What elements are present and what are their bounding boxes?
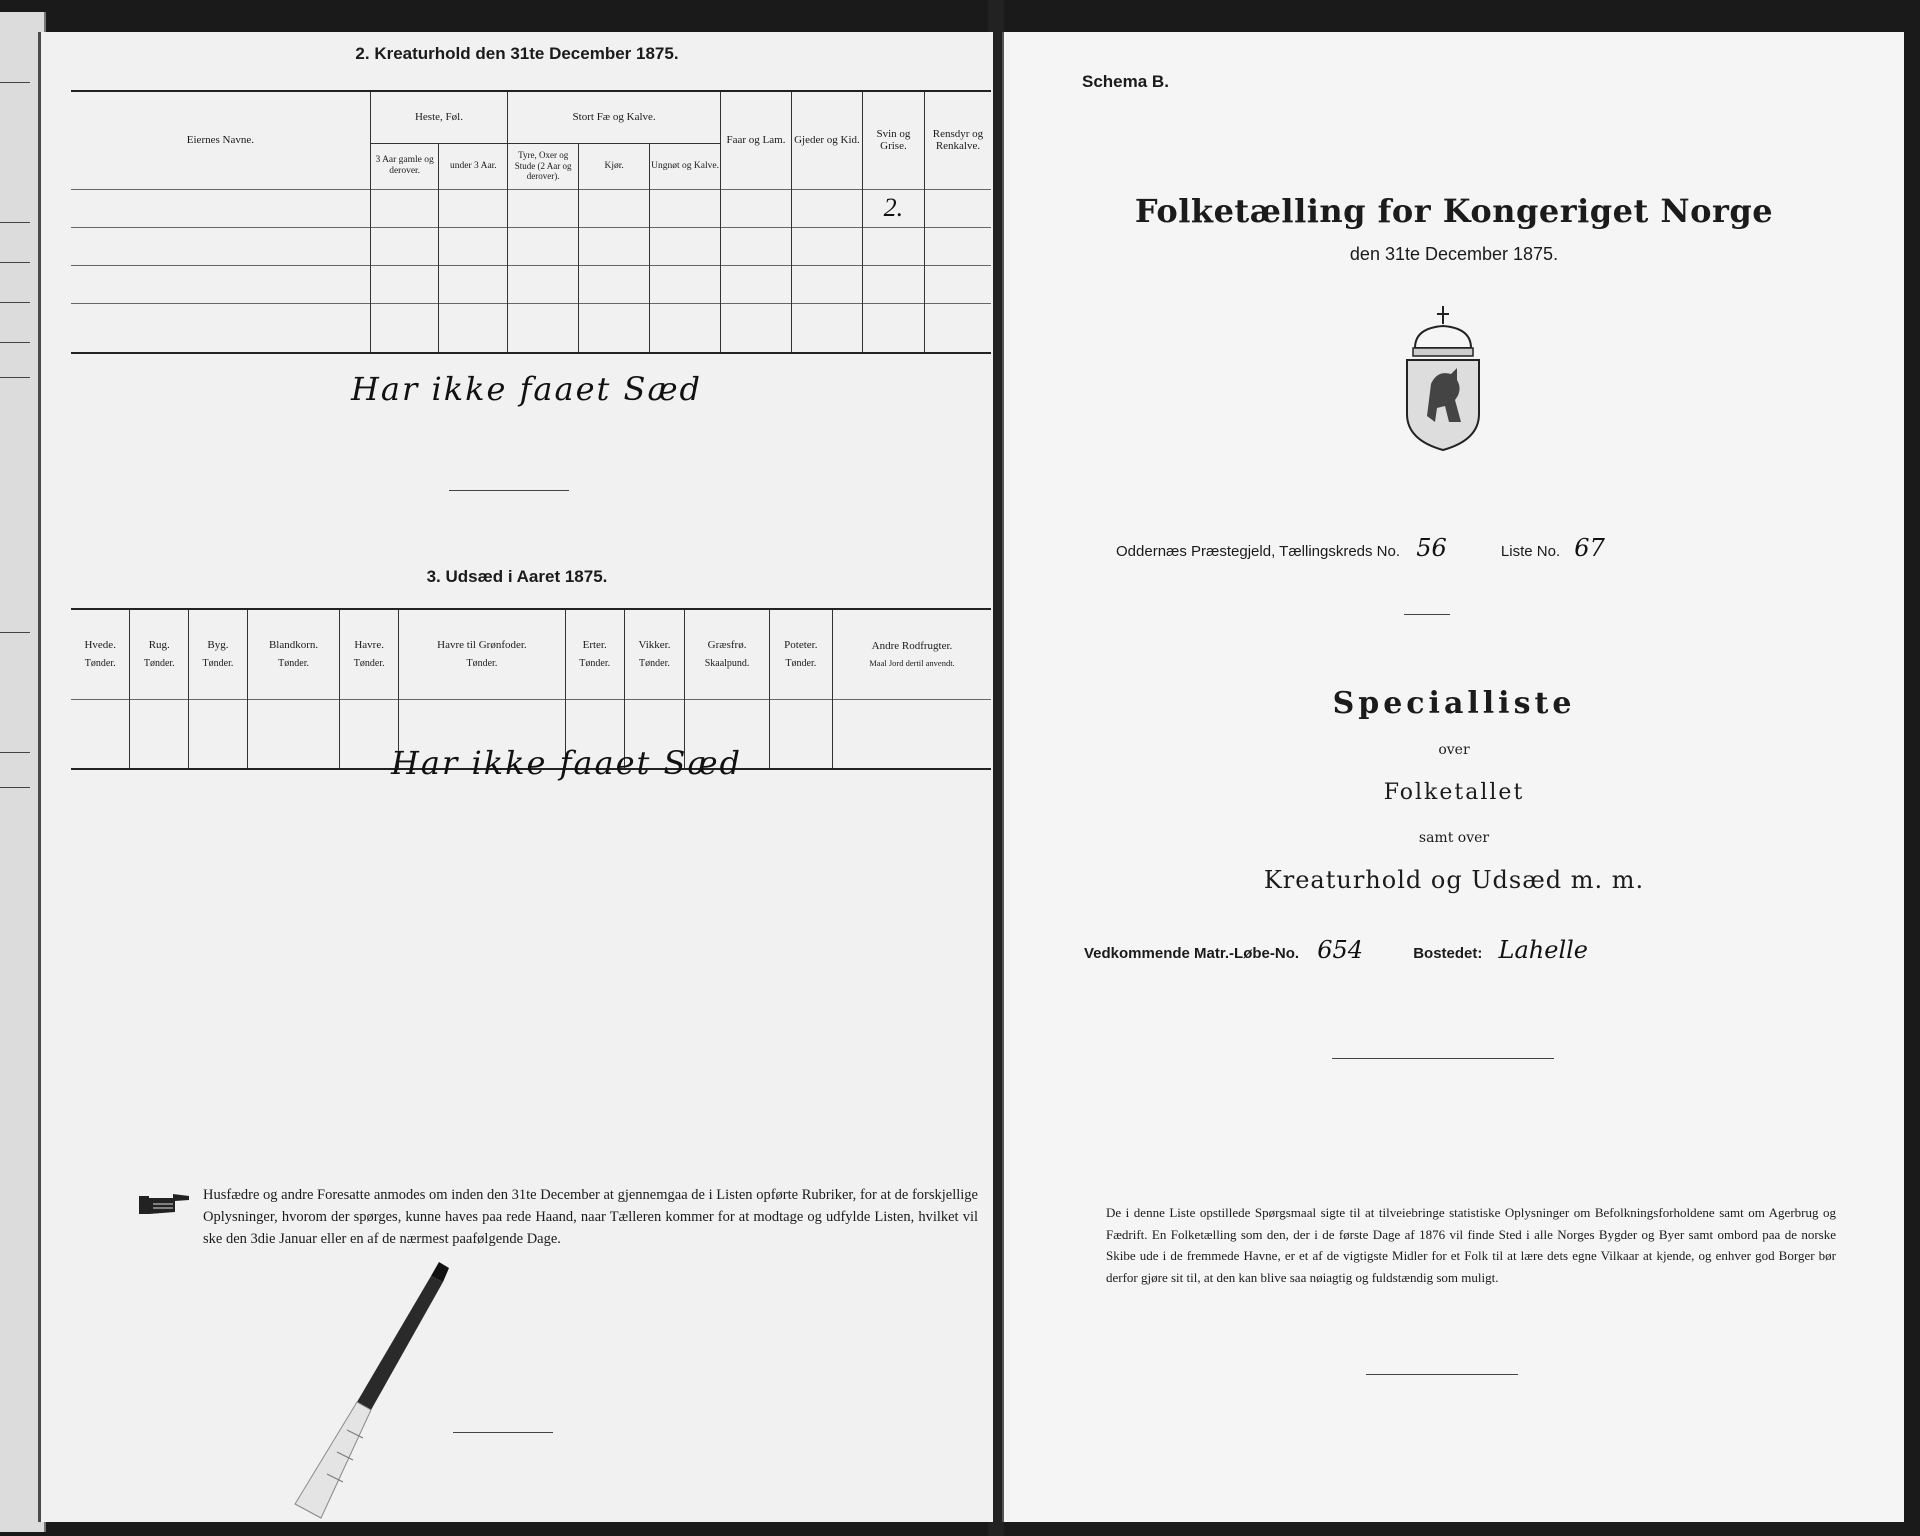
col-svin: Svin og Grise. [862,91,924,189]
seed-col-unit: Tønder. [639,657,670,669]
livestock-table [71,90,991,354]
table-row [71,189,991,227]
matrikkel-line [1084,936,1844,964]
seed-col-header [565,609,624,699]
seed-col-name: Poteter. [784,639,818,652]
over-text: over [1438,742,1470,758]
col-ungnot: Ungnøt og Kalve. [650,143,721,189]
seed-col-header [189,609,248,699]
specialliste-heading: Specialliste [1332,686,1576,721]
seed-col-name: Blandkorn. [268,639,319,652]
pointing-hand-icon [139,1190,191,1218]
col-gjeder: Gjeder og Kid. [791,91,862,189]
seed-col-unit: Maal Jord dertil anvendt. [869,657,955,668]
seed-col-unit: Tønder. [143,657,175,669]
table-row [71,303,991,353]
kreaturhold-heading: Kreaturhold og Udsæd m. m. [1263,866,1645,894]
col-rensdyr: Rensdyr og Renkalve. [924,91,991,189]
seed-col-unit: Tønder. [202,657,234,669]
seed-col-unit: Skaalpund. [704,657,750,669]
seed-col-name: Erter. [582,639,607,652]
seed-col-unit: Tønder. [84,657,116,669]
seed-col-header [247,609,340,699]
district-number: 56 [1416,534,1447,562]
svin-count: 2. [862,189,924,227]
seed-col-name: Havre til Grønfoder. [437,639,527,652]
census-date: den 31te December 1875. [1349,244,1559,264]
seed-cell [340,699,399,769]
seed-col-name: Hvede. [84,639,116,652]
list-label: Liste No. [1500,543,1561,560]
seed-cell [247,699,340,769]
seed-col-unit: Tønder. [466,657,498,669]
seed-col-name: Græsfrø. [707,639,747,652]
seed-cell [130,699,189,769]
seed-handwritten-note: Har ikke faaet Sæd [391,744,743,782]
seed-col-header [399,609,566,699]
seed-col-name: Andre Rodfrugter. [871,640,953,653]
seed-col-header [624,609,685,699]
document-title: Folketælling for Kongeriget Norge [1134,192,1774,230]
seed-col-header [71,609,130,699]
seed-col-header [340,609,399,699]
seed-cell [189,699,248,769]
norway-coat-of-arms-icon [1401,304,1485,454]
section2-title: 2. Kreaturhold den 31te December 1875. [355,44,679,63]
seed-col-unit: Tønder. [785,657,817,669]
col-heste-3aar: 3 Aar gamle og derover. [370,143,439,189]
list-number: 67 [1574,534,1605,562]
divider [449,490,569,491]
table-row [71,227,991,265]
seed-col-unit: Tønder. [579,657,611,669]
householder-notice: Husfædre og andre Foresatte anmodes om inden den 31te December at gjennemgaa de i Listen opførte Rubriker, for at de forskjellige Oplysninger, hvorom der spørges, kunne haves paa rede Haand, naar Tælleren kommer for at modtage og udfylde Listen, hvilket vil ske den 3die Januar eller en af de nærmest paafølgende Dage. [203,1187,978,1247]
seed-col-name: Rug. [148,639,170,652]
matr-label: Vedkommende Matr.-Løbe-No. [1084,945,1300,962]
right-page [1002,32,1904,1522]
parish-line [1116,534,1816,562]
matr-number: 654 [1317,936,1364,964]
seed-col-header [130,609,189,699]
col-tyre-oxer: Tyre, Oxer og Stude (2 Aar og derover). [508,143,579,189]
table-row [71,265,991,303]
seed-cell [71,699,130,769]
section3-title: 3. Udsæd i Aaret 1875. [426,567,608,586]
seed-cell [769,699,832,769]
col-heste-under3: under 3 Aar. [439,143,508,189]
pencil-icon [261,1260,481,1522]
seed-col-header [685,609,769,699]
col-group-heste: Heste, Føl. [370,91,507,143]
seed-col-header [832,609,991,699]
col-group-stort-fae: Stort Fæ og Kalve. [508,91,721,143]
samt-over-text: samt over [1418,830,1490,846]
census-purpose-notice: De i denne Liste opstillede Spørgsmaal sigte til at tilveiebringe statistiske Oplysninger om Befolkningsforholdene samt om Agerbrug og Fædrift. En Folketælling som den, der i de første Dage af 1876 vil finde Sted i alle Norges Bygder og Byer samt ombord paa de norske Skibe ude i de fremmede Havne, er et af de vigtigste Midler for et Folk til at lære dets egne Vilkaar at kjende, og enhver god Borger bør derfor gjøre sit til, at den kan blive saa nøiagtig og fuldstændig som muligt. [1106,1205,1836,1285]
livestock-handwritten-note: Har ikke faaet Sæd [351,370,703,408]
left-page [38,32,993,1522]
col-faar: Faar og Lam. [721,91,792,189]
bosted-label: Bostedet: [1413,945,1483,962]
seed-col-name: Vikker. [638,639,671,652]
divider [1404,614,1450,615]
seed-col-name: Byg. [207,639,229,652]
col-owner-name: Eiernes Navne. [71,91,370,189]
divider [1366,1374,1518,1375]
schema-label: Schema B. [1082,72,1169,91]
seed-col-header [769,609,832,699]
district-label: Tællingskreds No. [1279,543,1401,560]
seed-col-name: Havre. [354,639,384,652]
seed-col-unit: Tønder. [353,657,385,669]
col-kjor: Kjør. [579,143,650,189]
divider [453,1432,553,1433]
bosted-value: Lahelle [1498,936,1589,964]
seed-col-unit: Tønder. [278,657,309,669]
seed-cell [832,699,991,769]
folketallet-heading: Folketallet [1383,780,1525,805]
divider [1332,1058,1554,1059]
parish-name: Oddernæs Præstegjeld, [1116,543,1276,560]
